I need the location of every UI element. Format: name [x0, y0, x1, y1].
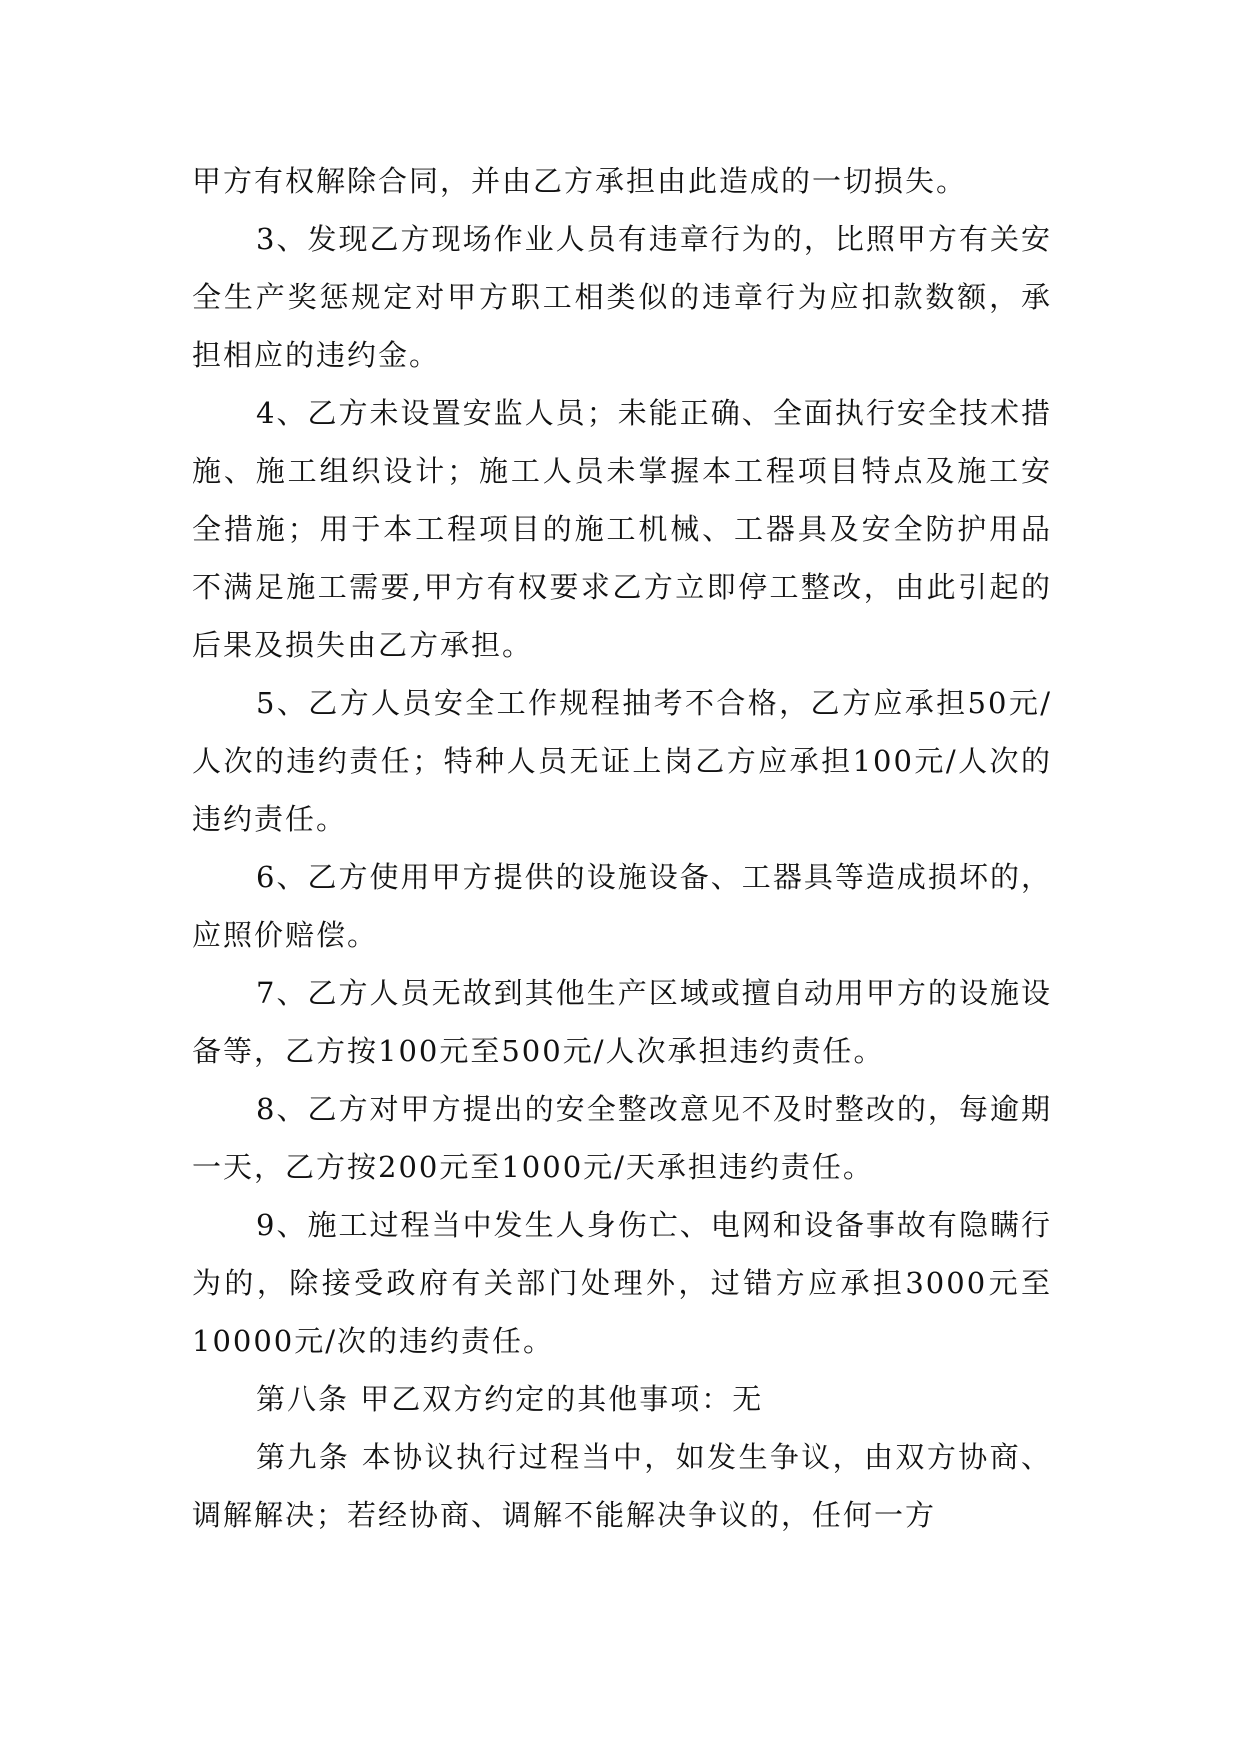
clause-item-9: 9、施工过程当中发生人身伤亡、电网和设备事故有隐瞒行为的，除接受政府有关部门处理外，过错方应承担3000元至10000元/次的违约责任。	[192, 1208, 1052, 1358]
clause-item-5: 5、乙方人员安全工作规程抽考不合格，乙方应承担50元/人次的违约责任；特种人员无证上岗乙方应承担100元/人次的违约责任。	[192, 686, 1052, 836]
paragraph-continuation: 甲方有权解除合同，并由乙方承担由此造成的一切损失。	[192, 164, 968, 198]
clause-item-3: 3、发现乙方现场作业人员有违章行为的，比照甲方有关安全生产奖惩规定对甲方职工相类似的违章行为应扣款数额，承担相应的违约金。	[192, 222, 1052, 372]
clause-item-8: 8、乙方对甲方提出的安全整改意见不及时整改的，每逾期一天，乙方按200元至1000元/天承担违约责任。	[192, 1092, 1052, 1184]
article-9: 第九条 本协议执行过程当中，如发生争议，由双方协商、调解解决；若经协商、调解不能解决争议的，任何一方	[192, 1440, 1052, 1532]
clause-item-4: 4、乙方未设置安监人员；未能正确、全面执行安全技术措施、施工组织设计；施工人员未掌握本工程项目特点及施工安全措施；用于本工程项目的施工机械、工器具及安全防护用品不满足施工需要,甲方有权要求乙方立即停工整改，由此引起的后果及损失由乙方承担。	[192, 396, 1052, 662]
article-8: 第八条 甲乙双方约定的其他事项：无	[256, 1382, 764, 1416]
clause-item-7: 7、乙方人员无故到其他生产区域或擅自动用甲方的设施设备等，乙方按100元至500元/人次承担违约责任。	[192, 976, 1052, 1068]
document-page	[192, 152, 1052, 1544]
clause-item-6: 6、乙方使用甲方提供的设施设备、工器具等造成损坏的，应照价赔偿。	[192, 860, 1052, 952]
